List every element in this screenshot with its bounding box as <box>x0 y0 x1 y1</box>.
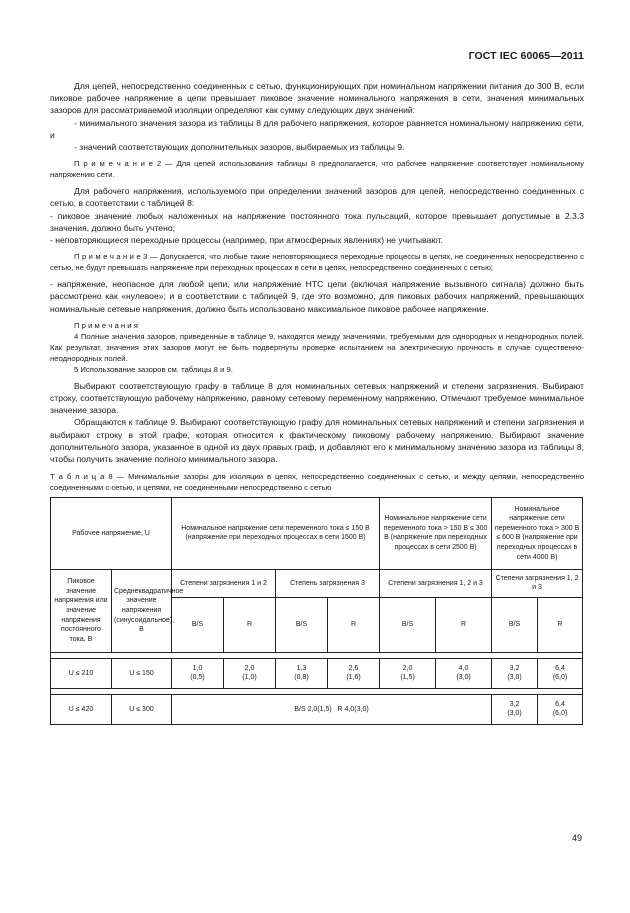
header-pollution-3: Степень загрязнения 3 <box>276 569 380 597</box>
paragraph: Для рабочего напряжения, используемого при определении значений зазоров для цепей, непосредственно соединенных с сетью, в соответствии с таблицей 8: <box>50 186 584 209</box>
table-cell: B/S 2,0(1,5) R 4,0(3,0) <box>172 694 492 724</box>
table-cell: U ≤ 420 <box>51 694 112 724</box>
note: П р и м е ч а н и е 3 — Допускается, что любые такие неповторяющиеся переходные процессы в цепях, не соединенных непосредственно с сетью, не будут превышать напряжение при переходных процессах в сети в цепях, непосредственно соединенных с сетью; <box>50 252 584 273</box>
header-nominal-600: Номинальное напряжение сети переменного тока > 300 В ≤ 600 В (напряжение при переходных процессах в сети 4000 В) <box>492 497 583 569</box>
list-item: - значений соответствующих дополнительных зазоров, выбираемых из таблицы 9. <box>74 142 405 153</box>
header-r: R <box>224 597 276 652</box>
header-bs: B/S <box>380 597 436 652</box>
table-caption: Т а б л и ц а 8 — Минимальные зазоры для изоляции в цепях, непосредственно соединенных с сетью, и между цепями, непосредственно соединенными с сетью, и цепями, не соединенными непосредственно с сетью <box>50 472 584 493</box>
header-nominal-150: Номинальное напряжение сети переменного тока ≤ 150 В (напряжение при переходных процессах в сети 1500 В) <box>172 497 380 569</box>
header-r: R <box>436 597 492 652</box>
page-content <box>50 80 584 725</box>
header-r: R <box>538 597 583 652</box>
header-r: R <box>328 597 380 652</box>
list-item: - неповторяющиеся переходные процессы (например, при атмосферных явлениях) не учитывают. <box>50 235 443 246</box>
note: 4 Полные значения зазоров, приведенные в таблице 9, находятся между значениями, требуемыми для однородных и неоднородных полей. Как результат, значения этих зазоров могут не быть подвергнуты проверке испытанием на электрическую прочность в случае существенно-неоднородных полей. <box>50 331 584 363</box>
table-cell: U ≤ 150 <box>112 658 172 688</box>
note: П р и м е ч а н и е 2 — Для цепей использования таблицы 8 предполагается, что рабочее напряжение соответствует номинальному напряжению сети. <box>50 159 584 180</box>
paragraph: Для цепей, непосредственно соединенных с сетью, функционирующих при номинальном напряжении питания до 300 В, если пиковое рабочее напряжение в цепи превышает пиковое значение номинального напряжения в сети, значения минимальных зазоров для рассматриваемой изоляции определяют как сумму следующих двух значений: <box>50 81 584 116</box>
table-cell: 2,0 (1,0) <box>224 658 276 688</box>
list-item: - напряжение, неопасное для любой цепи, или напряжение НТС цепи (включая напряжение вызывного сигнала) должно быть рассмотрено как «нулевое»; и в соответствии с таблицей 9, где это возможно, для пиковых рабочих напряжений, превышающих номинальные сетевые напряжения, должно быть использовано максимальное пиковое рабочее напряжение. <box>50 279 584 314</box>
paragraph: Выбирают соответствующую графу в таблице 8 для номинальных сетевых напряжений и степени загрязнения. Выбирают строку, соответствующую рабочему напряжению, равному сетевому переменному напряжению. Отмечают требуемое минимальное значение зазора. <box>50 380 584 416</box>
header-working-voltage: Рабочее напряжение, U <box>51 497 172 569</box>
table-cell: 1,3 (0,8) <box>276 658 328 688</box>
table-cell: 3,2 (3,0) <box>492 694 538 724</box>
page-number: 49 <box>571 833 582 843</box>
clearance-table <box>50 497 583 725</box>
table-row <box>51 694 583 724</box>
notes-heading: П р и м е ч а н и я <box>74 320 138 330</box>
header-pollution-1-2-3: Степени загрязнения 1, 2 и 3 <box>380 569 492 597</box>
list-item: - минимального значения зазора из таблицы 8 для рабочего напряжения, которое равняется номинальному напряжению сети, и <box>50 117 584 140</box>
list-item: - пиковое значение любых наложенных на напряжение постоянного тока пульсаций, которое превышает допустимые в 2.3.3 значения, должно быть учтено; <box>50 210 584 233</box>
table-cell: U ≤ 300 <box>112 694 172 724</box>
header-nominal-300: Номинальное напряжение сети переменного тока > 150 В ≤ 300 В (напряжение при переходных процессах в сети 2500 В) <box>380 497 492 569</box>
table-cell: 4,0 (3,0) <box>436 658 492 688</box>
note: 5 Использование зазоров см. таблицы 8 и 9. <box>74 364 233 374</box>
header-bs: B/S <box>492 597 538 652</box>
document-header: ГОСТ IEC 60065—2011 <box>468 50 584 62</box>
table-cell: 6,4 (6,0) <box>538 658 583 688</box>
table-cell: 2,6 (1,6) <box>328 658 380 688</box>
paragraph: Обращаются к таблице 9. Выбирают соответствующую графу для номинальных сетевых напряжений и степени загрязнения и выбирают строку в этой графе, которая относится к фактическому пиковому рабочему напряжению. Выбирают значение дополнительного зазора, указанное в одной из двух правых граф, и добавляют его к минимальному значению зазора из таблицы 8, чтобы получить значение полного минимального зазора. <box>50 417 584 465</box>
table-cell: 2,0 (1,5) <box>380 658 436 688</box>
table-cell: U ≤ 210 <box>51 658 112 688</box>
header-pollution-1-2: Степени загрязнения 1 и 2 <box>172 569 276 597</box>
table-cell: 6,4 (6,0) <box>538 694 583 724</box>
table-cell: 3,2 (3,0) <box>492 658 538 688</box>
table-cell: 1,0 (0,5) <box>172 658 224 688</box>
header-peak-voltage: Пиковое значение напряжения или значение напряжения постоянного тока, В <box>51 569 112 652</box>
table-row <box>51 658 583 688</box>
header-bs: B/S <box>276 597 328 652</box>
header-rms-voltage: Среднеквадратичное значение напряжения (синусоидальное), В <box>112 569 172 652</box>
header-pollution-1-2-3: Степени загрязнения 1, 2 и 3 <box>492 569 583 597</box>
header-bs: B/S <box>172 597 224 652</box>
